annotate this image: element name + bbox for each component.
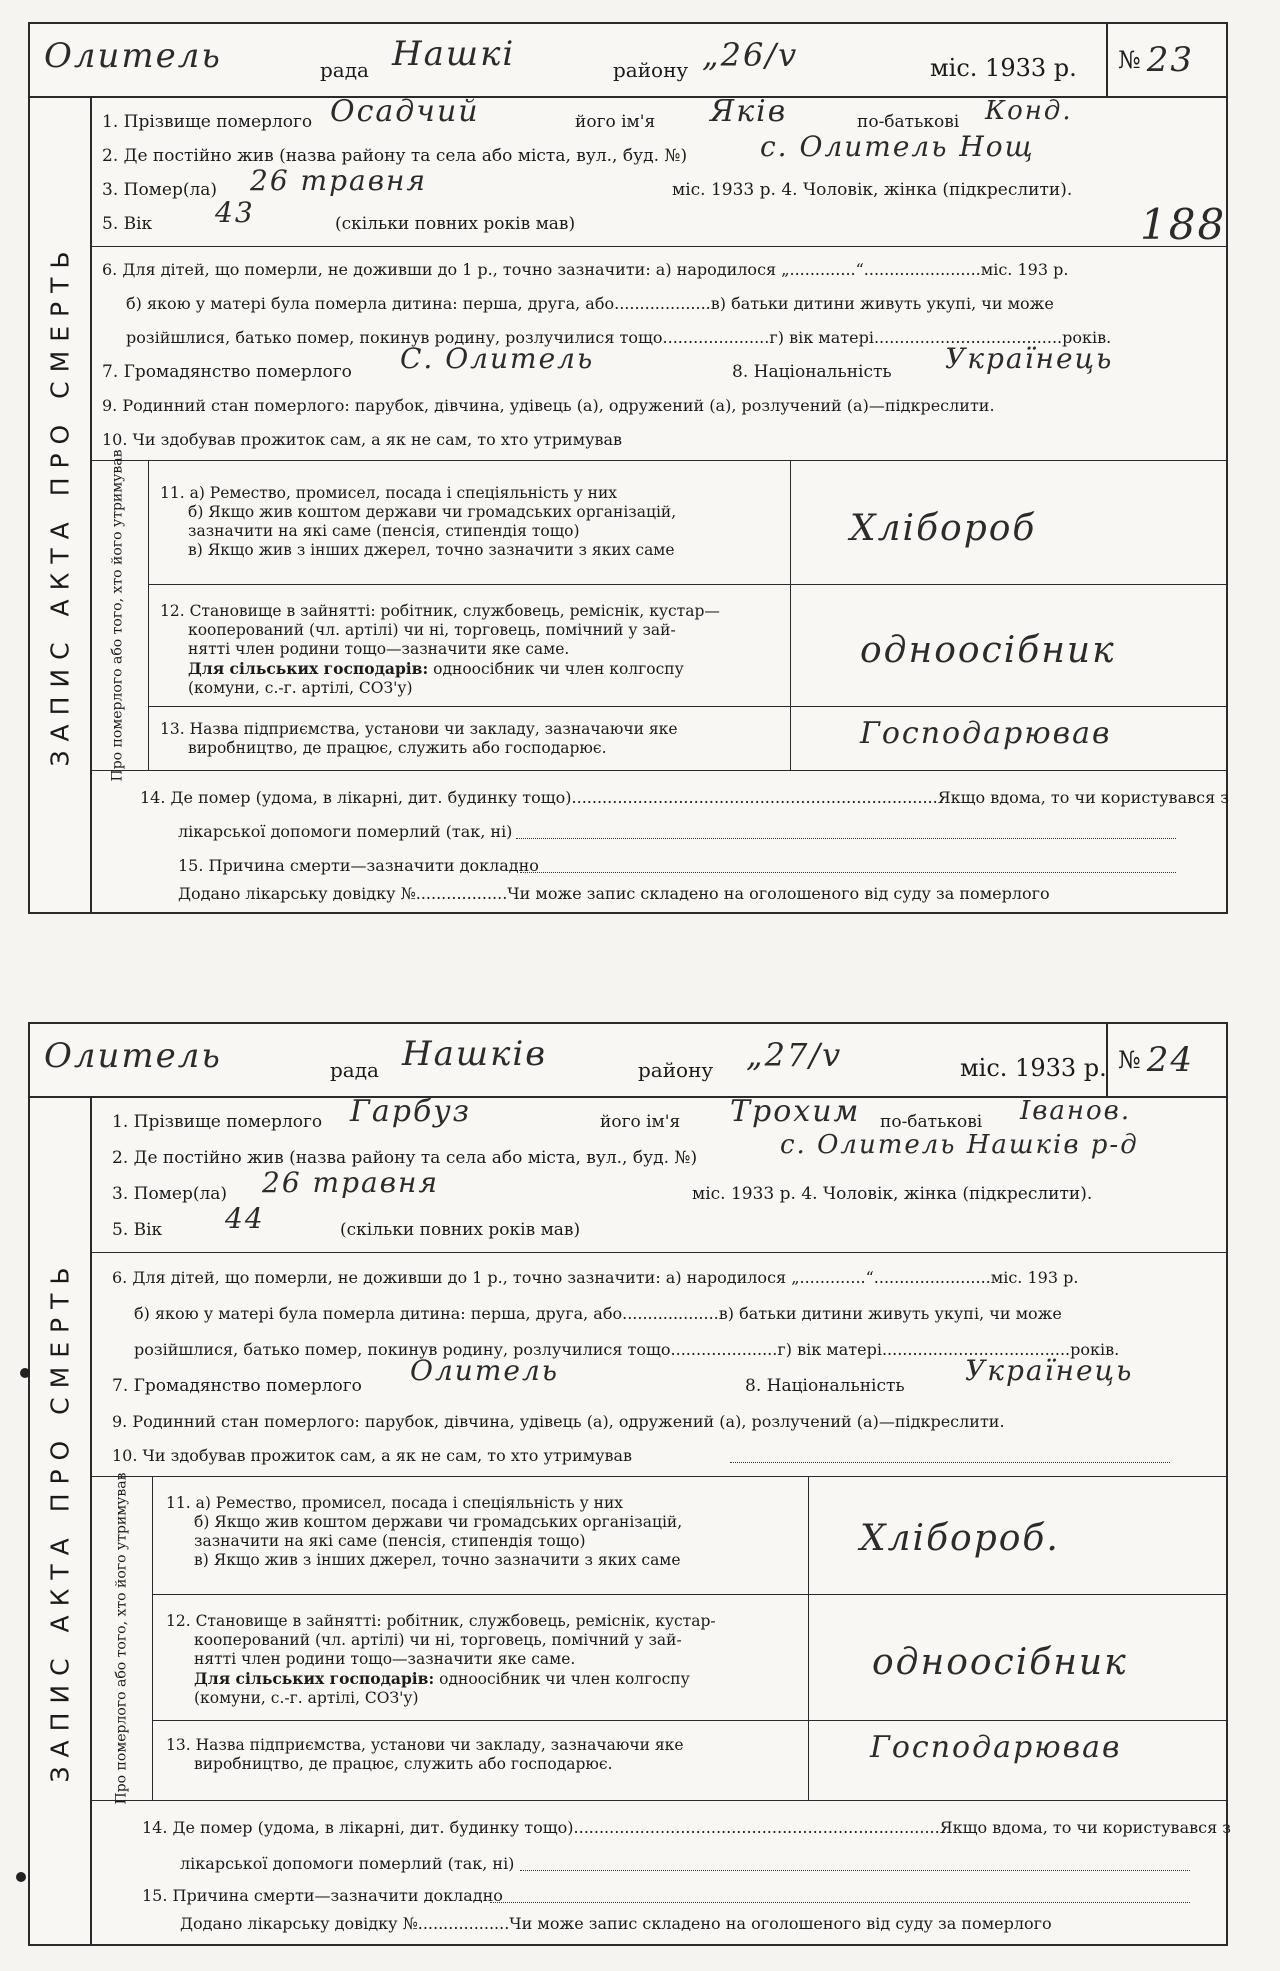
inner-side-title: Про померлого або того, хто його утримував [109,449,126,781]
field-11-text: 11. а) Ремество, промисел, посада і спеціяльність у них б) Якщо жив коштом держави чи громадських організацій, зазначити на які саме (пенсія, стипендія тощо) в) Якщо жив з інших джерел, точно зазначити з яких саме [166,1494,683,1569]
rayon-label: району [638,1058,714,1082]
field-15: 15. Причина смерти—зазначити докладно [178,856,539,875]
field-6-line-b: б) якою у матері була померла дитина: перша, друга, або...................в) батьки дитини живуть укупі, чи може [134,1304,1062,1323]
field-9: 9. Родинний стан померлого: парубок, дівчина, удівець (а), одружений (а), розлучений (а)—підкреслити. [102,396,995,415]
field-8-value: Українець [945,342,1114,375]
field-3-tail: міс. 1933 р. 4. Чоловік, жінка (підкреслити). [672,180,1073,200]
record-number: 24 [1146,1040,1194,1080]
number-sign: № [1118,1046,1141,1074]
record-number-box [1106,1024,1226,1096]
field-12-text: 12. Становище в зайнятті: робітник, службовець, реміснік, кустар— кооперований (чл. артілі) чи ні, торговець, помічний у зай- нятті член родини тощо—зазначити яке саме. Для сільських господарів: одноосібник чи член колгоспу (комуни, с.-г. артілі, СОЗ'у) [160,602,720,697]
field-15: 15. Причина смерти—зазначити докладно [142,1886,503,1905]
field-5-label: 5. Вік [112,1220,163,1240]
field-13-value: Господарював [870,1730,1122,1765]
field-3-value: 26 травня [262,1166,439,1199]
side-title-column [30,96,92,912]
field-1-patronymic: Конд. [985,96,1073,126]
number-sign: № [1118,46,1141,74]
field-11-text: 11. а) Ремество, промисел, посада і спеціяльність у них б) Якщо жив коштом держави чи громадських організацій, зазначити на які саме (пенсія, стипендія тощо) в) Якщо жив з інших джерел, точно зазначити з яких саме [160,484,677,559]
field-5-label: 5. Вік [102,214,153,234]
field-2-value: с. Олитель Нашків р-д [780,1130,1139,1160]
field-16: Додано лікарську довідку №..................Чи може запис складено на оголошеного від суду за померлого [180,1914,1052,1933]
field-6-line-c: розійшлися, батько помер, покинув родину, розлучилися тощо.....................г) вік матері.....................................років. [134,1340,1120,1359]
field-6-line-a: 6. Для дітей, що померли, не доживши до 1 р., точно зазначити: а) народилося „.............“.......................міс. 193 р. [102,260,1069,279]
field-3-value: 26 травня [250,164,427,197]
field-3-tail: міс. 1933 р. 4. Чоловік, жінка (підкреслити). [692,1184,1093,1204]
death-record-card-24 [28,1022,1231,1946]
field-5-tail: (скільки повних років мав) [335,214,576,234]
rayon-label: району [613,58,689,82]
card-header [30,24,1226,98]
field-1-label: 1. Прізвище померлого [112,1112,323,1132]
field-8-value: Українець [965,1354,1134,1387]
death-record-card-23 [28,22,1228,914]
date-value: „27/v [746,1036,843,1074]
record-number: 23 [1146,40,1194,80]
field-6-line-b: б) якою у матері була померла дитина: перша, друга, або...................в) батьки дитини живуть укупі, чи може [126,294,1054,313]
punch-hole [16,1872,26,1882]
field-1-name-label: його ім'я [600,1112,681,1132]
field-9: 9. Родинний стан померлого: парубок, дівчина, удівець (а), одружений (а), розлучений (а)—підкреслити. [112,1412,1005,1431]
side-title: ЗАПИС АКТА ПРО СМЕРТЬ [45,1257,75,1783]
field-7-label: 7. Громадянство померлого [102,362,352,382]
field-10: 10. Чи здобував прожиток сам, а як не сам, то хто утримував [112,1446,633,1465]
field-2-label: 2. Де постійно жив (назва району та села або міста, вул., буд. №) [102,146,688,166]
field-11-value: Хлібороб. [860,1518,1060,1559]
side-title: ЗАПИС АКТА ПРО СМЕРТЬ [45,241,75,767]
rada-value: Нашкі [392,34,516,74]
field-16: Додано лікарську довідку №..................Чи може запис складено на оголошеного від суду за померлого [178,884,1050,903]
inner-side-column [90,449,146,781]
punch-hole [20,1368,30,1378]
field-1-surname: Осадчий [330,94,480,129]
field-3-label: 3. Помер(ла) [112,1184,228,1204]
field-8-label: 8. Національність [745,1376,905,1396]
field-5-tail: (скільки повних років мав) [340,1220,581,1240]
village-name: Олитель [44,36,222,76]
field-7-label: 7. Громадянство померлого [112,1376,362,1396]
margin-mark: 188 [1140,200,1227,249]
rada-value: Нашків [402,1034,548,1074]
field-3-label: 3. Помер(ла) [102,180,218,200]
field-12-value: одноосібник [872,1642,1128,1683]
field-14-line-a: 14. Де помер (удома, в лікарні, дит. будинку тощо)........................................................................Якщо вдома, то чи користувався з [140,788,1229,807]
field-5-value: 43 [215,196,255,229]
field-1-name: Яків [710,94,788,129]
field-1-surname: Гарбуз [350,1094,472,1129]
rada-label: рада [320,58,369,82]
field-7-value: С. Олитель [400,342,595,375]
date-value: „26/v [702,36,799,74]
field-14-line-a: 14. Де помер (удома, в лікарні, дит. будинку тощо)........................................................................Якщо вдома, то чи користувався з [142,1818,1231,1837]
field-12-value: одноосібник [860,630,1116,671]
month-year-label: міс. 1933 р. [960,1054,1107,1082]
field-1-patronymic-label: по-батькові [880,1112,983,1132]
field-1-name: Трохим [730,1094,861,1129]
field-13-text: 13. Назва підприємства, установи чи закладу, зазначаючи яке виробництво, де працює, служить або господарює. [160,720,678,757]
field-10: 10. Чи здобував прожиток сам, а як не сам, то хто утримував [102,430,623,449]
field-2-label: 2. Де постійно жив (назва району та села або міста, вул., буд. №) [112,1148,698,1168]
field-14-line-b: лікарської допомоги померлий (так, ні) [180,1854,515,1873]
village-name: Олитель [44,1036,222,1076]
field-7-value: Олитель [410,1354,560,1387]
field-5-value: 44 [225,1202,265,1235]
field-6-line-a: 6. Для дітей, що померли, не доживши до 1 р., точно зазначити: а) народилося „.............“.......................міс. 193 р. [112,1268,1079,1287]
inner-side-title: Про померлого або того, хто його утримував [113,1472,130,1804]
field-1-name-label: його ім'я [575,112,656,132]
field-2-value: с. Олитель Нощ [760,130,1035,163]
field-11-value: Хлібороб [850,508,1037,549]
record-number-box [1106,24,1226,96]
rada-label: рада [330,1058,379,1082]
field-1-label: 1. Прізвище померлого [102,112,313,132]
field-6-line-c: розійшлися, батько помер, покинув родину, розлучилися тощо.....................г) вік матері.....................................років. [126,328,1112,347]
inner-side-column [94,1472,150,1804]
side-title-column [30,1096,92,1944]
field-1-patronymic: Іванов. [1020,1096,1132,1126]
field-8-label: 8. Національність [732,362,892,382]
card-header [30,1024,1226,1098]
field-1-patronymic-label: по-батькові [857,112,960,132]
month-year-label: міс. 1933 р. [930,54,1077,82]
field-12-text: 12. Становище в зайнятті: робітник, службовець, реміснік, кустар- кооперований (чл. артілі) чи ні, торговець, помічний у зай- нятті член родини тощо—зазначити яке саме. Для сільських господарів: одноосібник чи член колгоспу (комуни, с.-г. артілі, СОЗ'у) [166,1612,716,1707]
field-14-line-b: лікарської допомоги померлий (так, ні) [178,822,513,841]
field-13-text: 13. Назва підприємства, установи чи закладу, зазначаючи яке виробництво, де працює, служить або господарює. [166,1736,684,1773]
field-13-value: Господарював [860,716,1112,751]
